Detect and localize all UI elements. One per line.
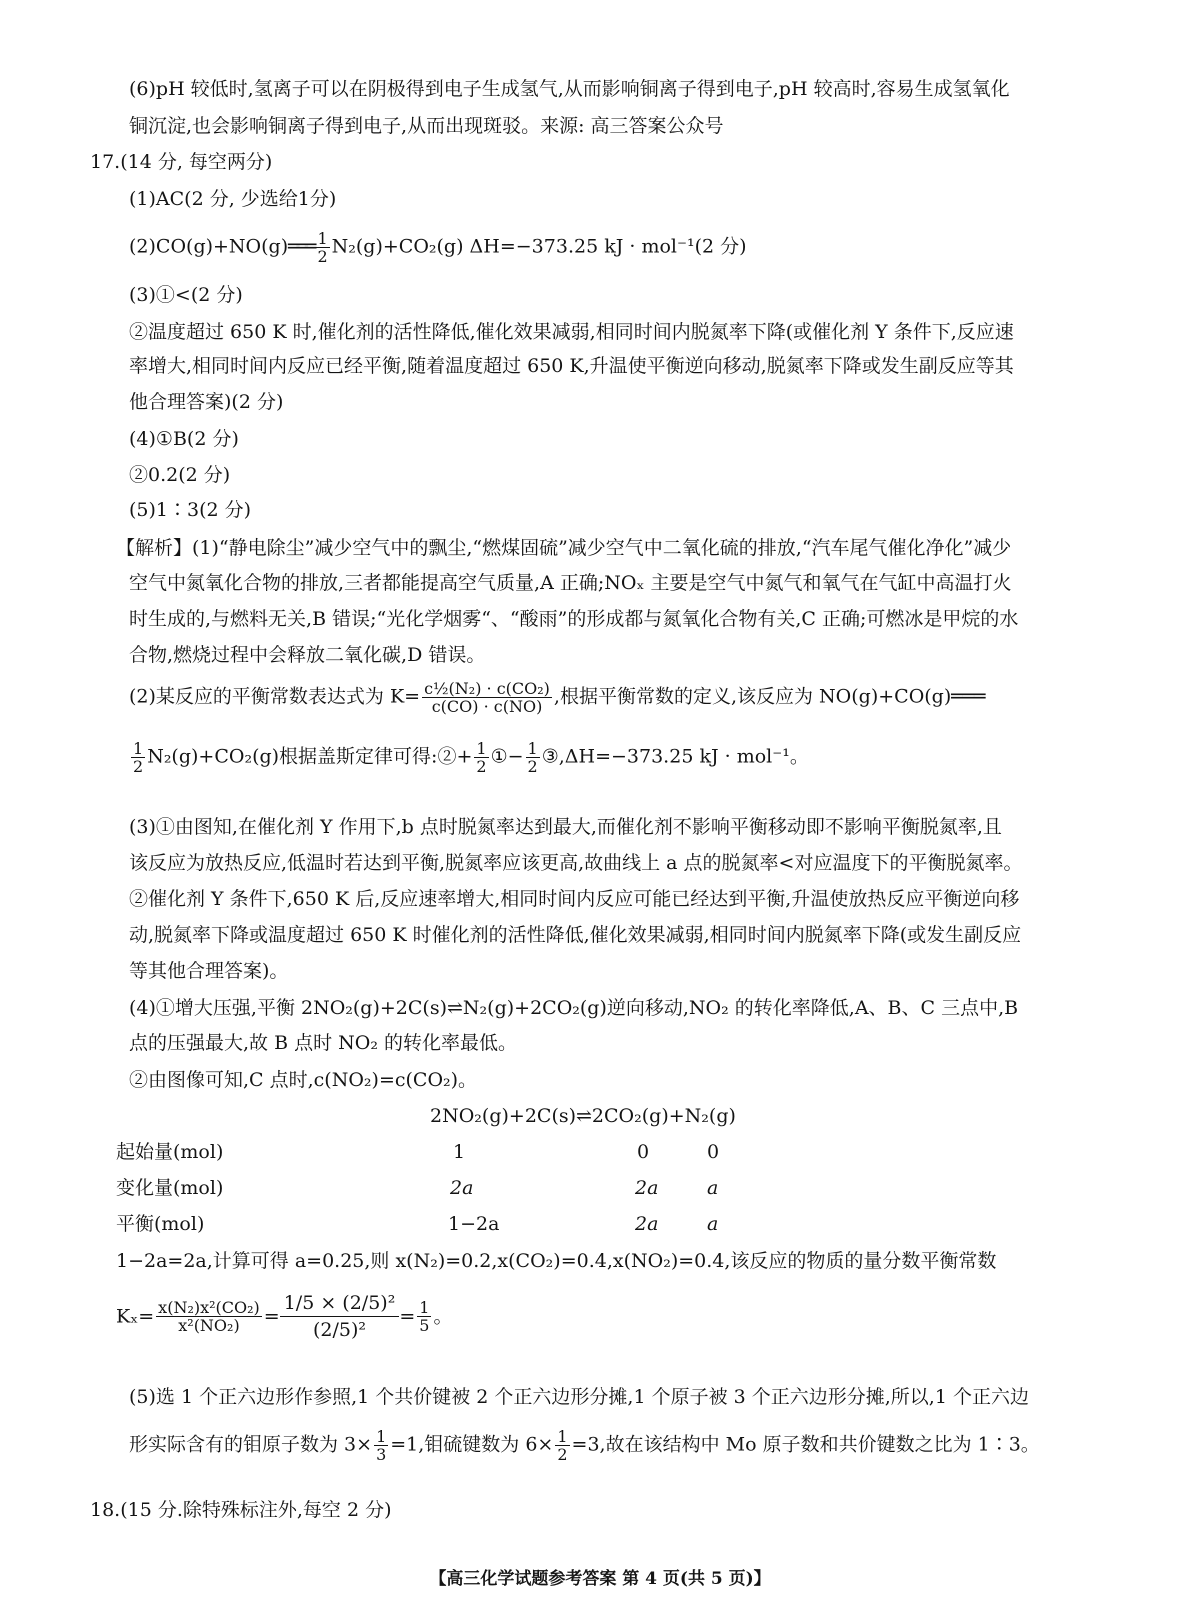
analysis-line: (3)①由图知,在催化剂 Y 作用下,b 点时脱氮率达到最大,而催化剂不影响平衡移动即不影响平衡脱氮率,且 <box>129 816 1002 838</box>
answer-line: 他合理答案)(2 分) <box>129 391 284 413</box>
analysis-line: 时生成的,与燃料无关,B 错误;“光化学烟雾“、“酸雨”的形成都与氮氧化合物有关,C 正确;可燃冰是甲烷的水 <box>129 608 1019 630</box>
question-heading: 18.(15 分.除特殊标注外,每空 2 分) <box>90 1499 392 1521</box>
answer-line-equation <box>129 230 747 265</box>
analysis-line: 1−2a=2a,计算可得 a=0.25,则 x(N₂)=0.2,x(CO₂)=0.4,x(NO₂)=0.4,该反应的物质的量分数平衡常数 <box>116 1250 997 1272</box>
kx-formula: Kₓ= $\frac{\text{x(N₂)x²(CO₂)}}{\text{x²(NO₂)}}$ = $\frac{\text{1/5 × (2/5)²}}{\text{(2/5)²}}$ = $\frac{1}{5}$ 。 <box>116 1292 453 1341</box>
analysis-line: ②由图像可知,C 点时,c(NO₂)=c(CO₂)。 <box>129 1069 478 1091</box>
analysis-line: $\frac{1}{2}$ N₂(g)+CO₂(g)根据盖斯定律可得:②+ $\frac{1}{2}$ ①− $\frac{1}{2}$ ③,ΔH=−373.25 kJ · mol⁻¹。 <box>133 739 809 776</box>
table-cell: 1−2a <box>448 1213 500 1235</box>
fraction: $\frac{1}{2}$ <box>527 739 538 776</box>
equation-right: N₂(g)+CO₂(g) ΔH=−373.25 kJ · mol⁻¹(2 分) <box>331 235 747 258</box>
analysis-line: 空气中氮氧化合物的排放,三者都能提高空气质量,A 正确;NOₓ 主要是空气中氮气和氧气在气缸中高温打火 <box>129 572 1012 594</box>
equals-sign: ═══ <box>288 235 314 258</box>
table-cell: 2a <box>635 1213 659 1235</box>
fraction: $\frac{1}{3}$ <box>376 1427 387 1464</box>
answer-line: (5)1∶3(2 分) <box>129 499 252 521</box>
table-cell: a <box>707 1213 719 1235</box>
answer-line: (4)①B(2 分) <box>129 428 239 450</box>
answer-line: ②0.2(2 分) <box>129 464 231 486</box>
table-cell: a <box>707 1177 719 1199</box>
table-cell: 0 <box>707 1141 720 1163</box>
answer-line: ②温度超过 650 K 时,催化剂的活性降低,催化效果减弱,相同时间内脱氮率下降(或催化剂 Y 条件下,反应速 <box>129 321 1014 343</box>
answer-line: (3)①<(2 分) <box>129 284 243 306</box>
fraction: $\frac{\text{c½(N₂) · c(CO₂)}}{c(CO) \cdot c(NO)}$ <box>424 679 550 716</box>
text-line: 铜沉淀,也会影响铜离子得到电子,从而出现斑驳。来源: 高三答案公众号 <box>129 115 724 137</box>
analysis-line: 形实际含有的钼原子数为 3× $\frac{1}{3}$ =1,钼硫键数为 6× $\frac{1}{2}$ =3,故在该结构中 Mo 原子数和共价键数之比为 1∶3。 <box>129 1427 1040 1464</box>
page-footer: 【高三化学试题参考答案 第 4 页(共 5 页)】 <box>429 1569 771 1589</box>
fraction: $\frac{1}{2}$ <box>557 1427 568 1464</box>
table-row-label: 平衡(mol) <box>116 1213 205 1235</box>
fraction: $\frac{\text{x(N₂)x²(CO₂)}}{\text{x²(NO₂)}}$ <box>158 1298 260 1335</box>
analysis-line: ②催化剂 Y 条件下,650 K 后,反应速率增大,相同时间内反应可能已经达到平衡,升温使放热反应平衡逆向移 <box>129 888 1020 910</box>
fraction: $\frac{\text{1/5 × (2/5)²}}{\text{(2/5)²}}$ <box>280 1290 400 1343</box>
text-line: (6)pH 较低时,氢离子可以在阴极得到电子生成氢气,从而影响铜离子得到电子,pH 较高时,容易生成氢氧化 <box>129 78 1010 100</box>
analysis-line: 该反应为放热反应,低温时若达到平衡,脱氮率应该更高,故曲线上 a 点的脱氮率<对应温度下的平衡脱氮率。 <box>129 852 1023 874</box>
equation-left: (2)CO(g)+NO(g) <box>129 235 289 258</box>
reaction-equation: 2NO₂(g)+2C(s)⇌2CO₂(g)+N₂(g) <box>430 1105 736 1127</box>
fraction: $\frac{1}{2}$ <box>133 739 144 776</box>
analysis-line: (4)①增大压强,平衡 2NO₂(g)+2C(s)⇌N₂(g)+2CO₂(g)逆向移动,NO₂ 的转化率降低,A、B、C 三点中,B <box>129 997 1019 1019</box>
table-row-label: 变化量(mol) <box>116 1177 224 1199</box>
question-heading: 17.(14 分, 每空两分) <box>90 151 273 173</box>
table-cell: 1 <box>453 1141 466 1163</box>
analysis-line-equilibrium-constant: (2)某反应的平衡常数表达式为 K= $\frac{\text{c½(N₂) · c(CO₂)}}{c(CO) \cdot c(NO)}$ ,根据平衡常数的定义,该反应为 NO(g)+CO(g)═══ <box>129 679 986 716</box>
analysis-line: 等其他合理答案)。 <box>129 960 289 982</box>
analysis-line: 动,脱氮率下降或温度超过 650 K 时催化剂的活性降低,催化效果减弱,相同时间内脱氮率下降(或发生副反应 <box>129 924 1022 946</box>
fraction: $\frac{1}{2}$ <box>317 229 328 266</box>
table-cell: 0 <box>637 1141 650 1163</box>
table-cell: 2a <box>635 1177 659 1199</box>
analysis-line: (5)选 1 个正六边形作参照,1 个共价键被 2 个正六边形分摊,1 个原子被 3 个正六边形分摊,所以,1 个正六边 <box>129 1386 1029 1408</box>
answer-line: 率增大,相同时间内反应已经平衡,随着温度超过 650 K,升温使平衡逆向移动,脱氮率下降或发生副反应等其 <box>129 355 1014 377</box>
fraction: $\frac{1}{5}$ <box>419 1298 430 1335</box>
table-row-label: 起始量(mol) <box>116 1141 224 1163</box>
answer-line: (1)AC(2 分, 少选给1分) <box>129 188 337 210</box>
fraction: $\frac{1}{2}$ <box>476 739 487 776</box>
analysis-line: 【解析】(1)“静电除尘”减少空气中的飘尘,“燃煤固硫”减少空气中二氧化硫的排放,“汽车尾气催化净化”减少 <box>116 537 1012 559</box>
table-cell: 2a <box>450 1177 474 1199</box>
analysis-line: 合物,燃烧过程中会释放二氧化碳,D 错误。 <box>129 644 486 666</box>
analysis-line: 点的压强最大,故 B 点时 NO₂ 的转化率最低。 <box>129 1032 517 1054</box>
